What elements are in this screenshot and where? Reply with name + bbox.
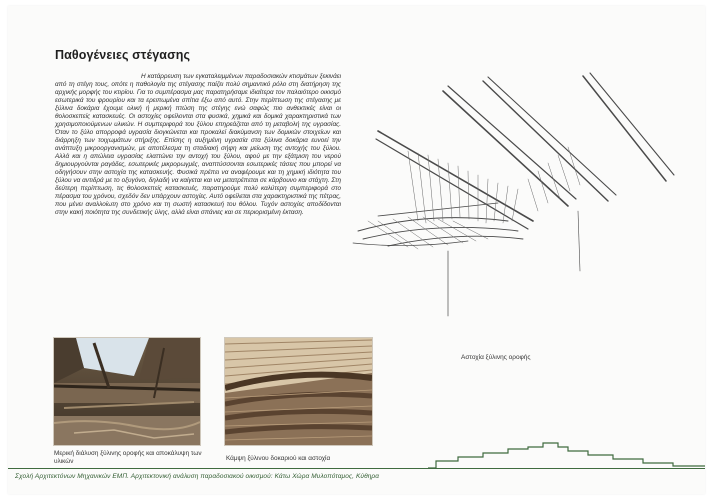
document-page xyxy=(8,6,705,494)
section-title: Παθογένειες στέγασης xyxy=(55,48,191,62)
photo-partial-roof-collapse xyxy=(53,337,201,446)
settlement-skyline-graphic xyxy=(428,439,705,471)
footer-text: Σχολή Αρχιτεκτόνων Μηχανικών ΕΜΠ. Αρχιτεκτονική ανάλυση παραδοσιακού οικισμού: Κάτω Χώρα Μυλοπόταμος, Κύθηρα xyxy=(15,473,380,480)
body-paragraph: Η κατάρρευση των εγκαταλειμμένων παραδοσιακών κτισμάτων ξεκινάει από τη στέγη τους, οπότε η παθολογία της στέγασης παίζει πολύ σημαντικό ρόλο στη διατήρηση της αρχικής μορφής του κτιρίου. Για το συμπέρασμα μας παρατηρήσαμε ιδιαίτερα τον παλαιότερο οικισμό εσωτερικά του φρουρίου και τα ερειπωμένα σπίτια έξω από αυτό. Στην περίπτωση της στέγασης με ξύλινα δοκάρια έχουμε ολική ή μερική πτώση της στέγης ενώ σαφώς πιο ανθεκτικές είναι οι θολοσκεπείς κατασκευές. Οι αστοχίες οφείλονται στα φυσικά, χημικά και δομικά χαρακτηριστικά των χρησιμοποιούμενων υλικών. Η συμπεριφορά του ξύλου επηρεάζεται από τη μεταβολή της υγρασίας. Όταν το ξύλο απορροφά υγρασία διογκώνεται και προκαλεί διακύμανση των δομικών στοιχείων και διάρρηξη των τοιχωμάτων στήριξης. Επίσης η αυξημένη υγρασία στα ξύλινα δοκάρια ευνοεί την ανάπτυξη μικροοργανισμών, με αποτέλεσμα τη σταδιακή σήψη και μείωση της αντοχής του ξύλου. Αλλά και η απώλεια υγρασίας ελαττώνει την αντοχή του ξύλου, αφού με την εξάτμιση του νερού δημιουργούνται ραγάδες, εσωτερικές μικρορωγμές, αναπτύσσονται εσωτερικές τάσεις που μπορεί να οδηγήσουν στην αστοχία της κατασκευής. Φυσικά πρέπει να αναφέρουμε και τη χημική ιδιότητα του ξύλου να αντιδρά με το οξυγόνο, δηλαδή να καίγεται και να μετατρέπεται σε κάρβουνο και στάχτη. Στη δεύτερη περίπτωση, τις θολοσκεπείς κατασκευές, παρατηρούμε πολύ καλύτερη συμπεριφορά στο πέρασμα του χρόνου, σχεδόν δεν υπάρχουν αστοχίες. Αυτό οφείλεται στα χαρακτηριστικά της πέτρας, που μένει αναλλοίωτη στο χρόνο και τη σωστή κατασκευή του θόλου. Τυχόν αστοχίες αποδίδονται στην κακή ποιότητα της συνδετικής ύλης, αλλά είναι σπάνιες και σε περιορισμένη έκταση. xyxy=(55,73,341,216)
roof-failure-sketch xyxy=(348,71,678,326)
photo2-caption: Κάμψη ξύλινου δοκαριού και αστοχία xyxy=(226,455,331,462)
photo1-caption: Μερική διάλυση ξύλινης οροφής και αποκάλυψη των υλικών xyxy=(54,450,202,465)
photo-bent-beam xyxy=(224,337,373,446)
sketch-caption: Αστοχία ξύλινης οροφής xyxy=(461,354,531,361)
footer-divider xyxy=(8,468,705,469)
